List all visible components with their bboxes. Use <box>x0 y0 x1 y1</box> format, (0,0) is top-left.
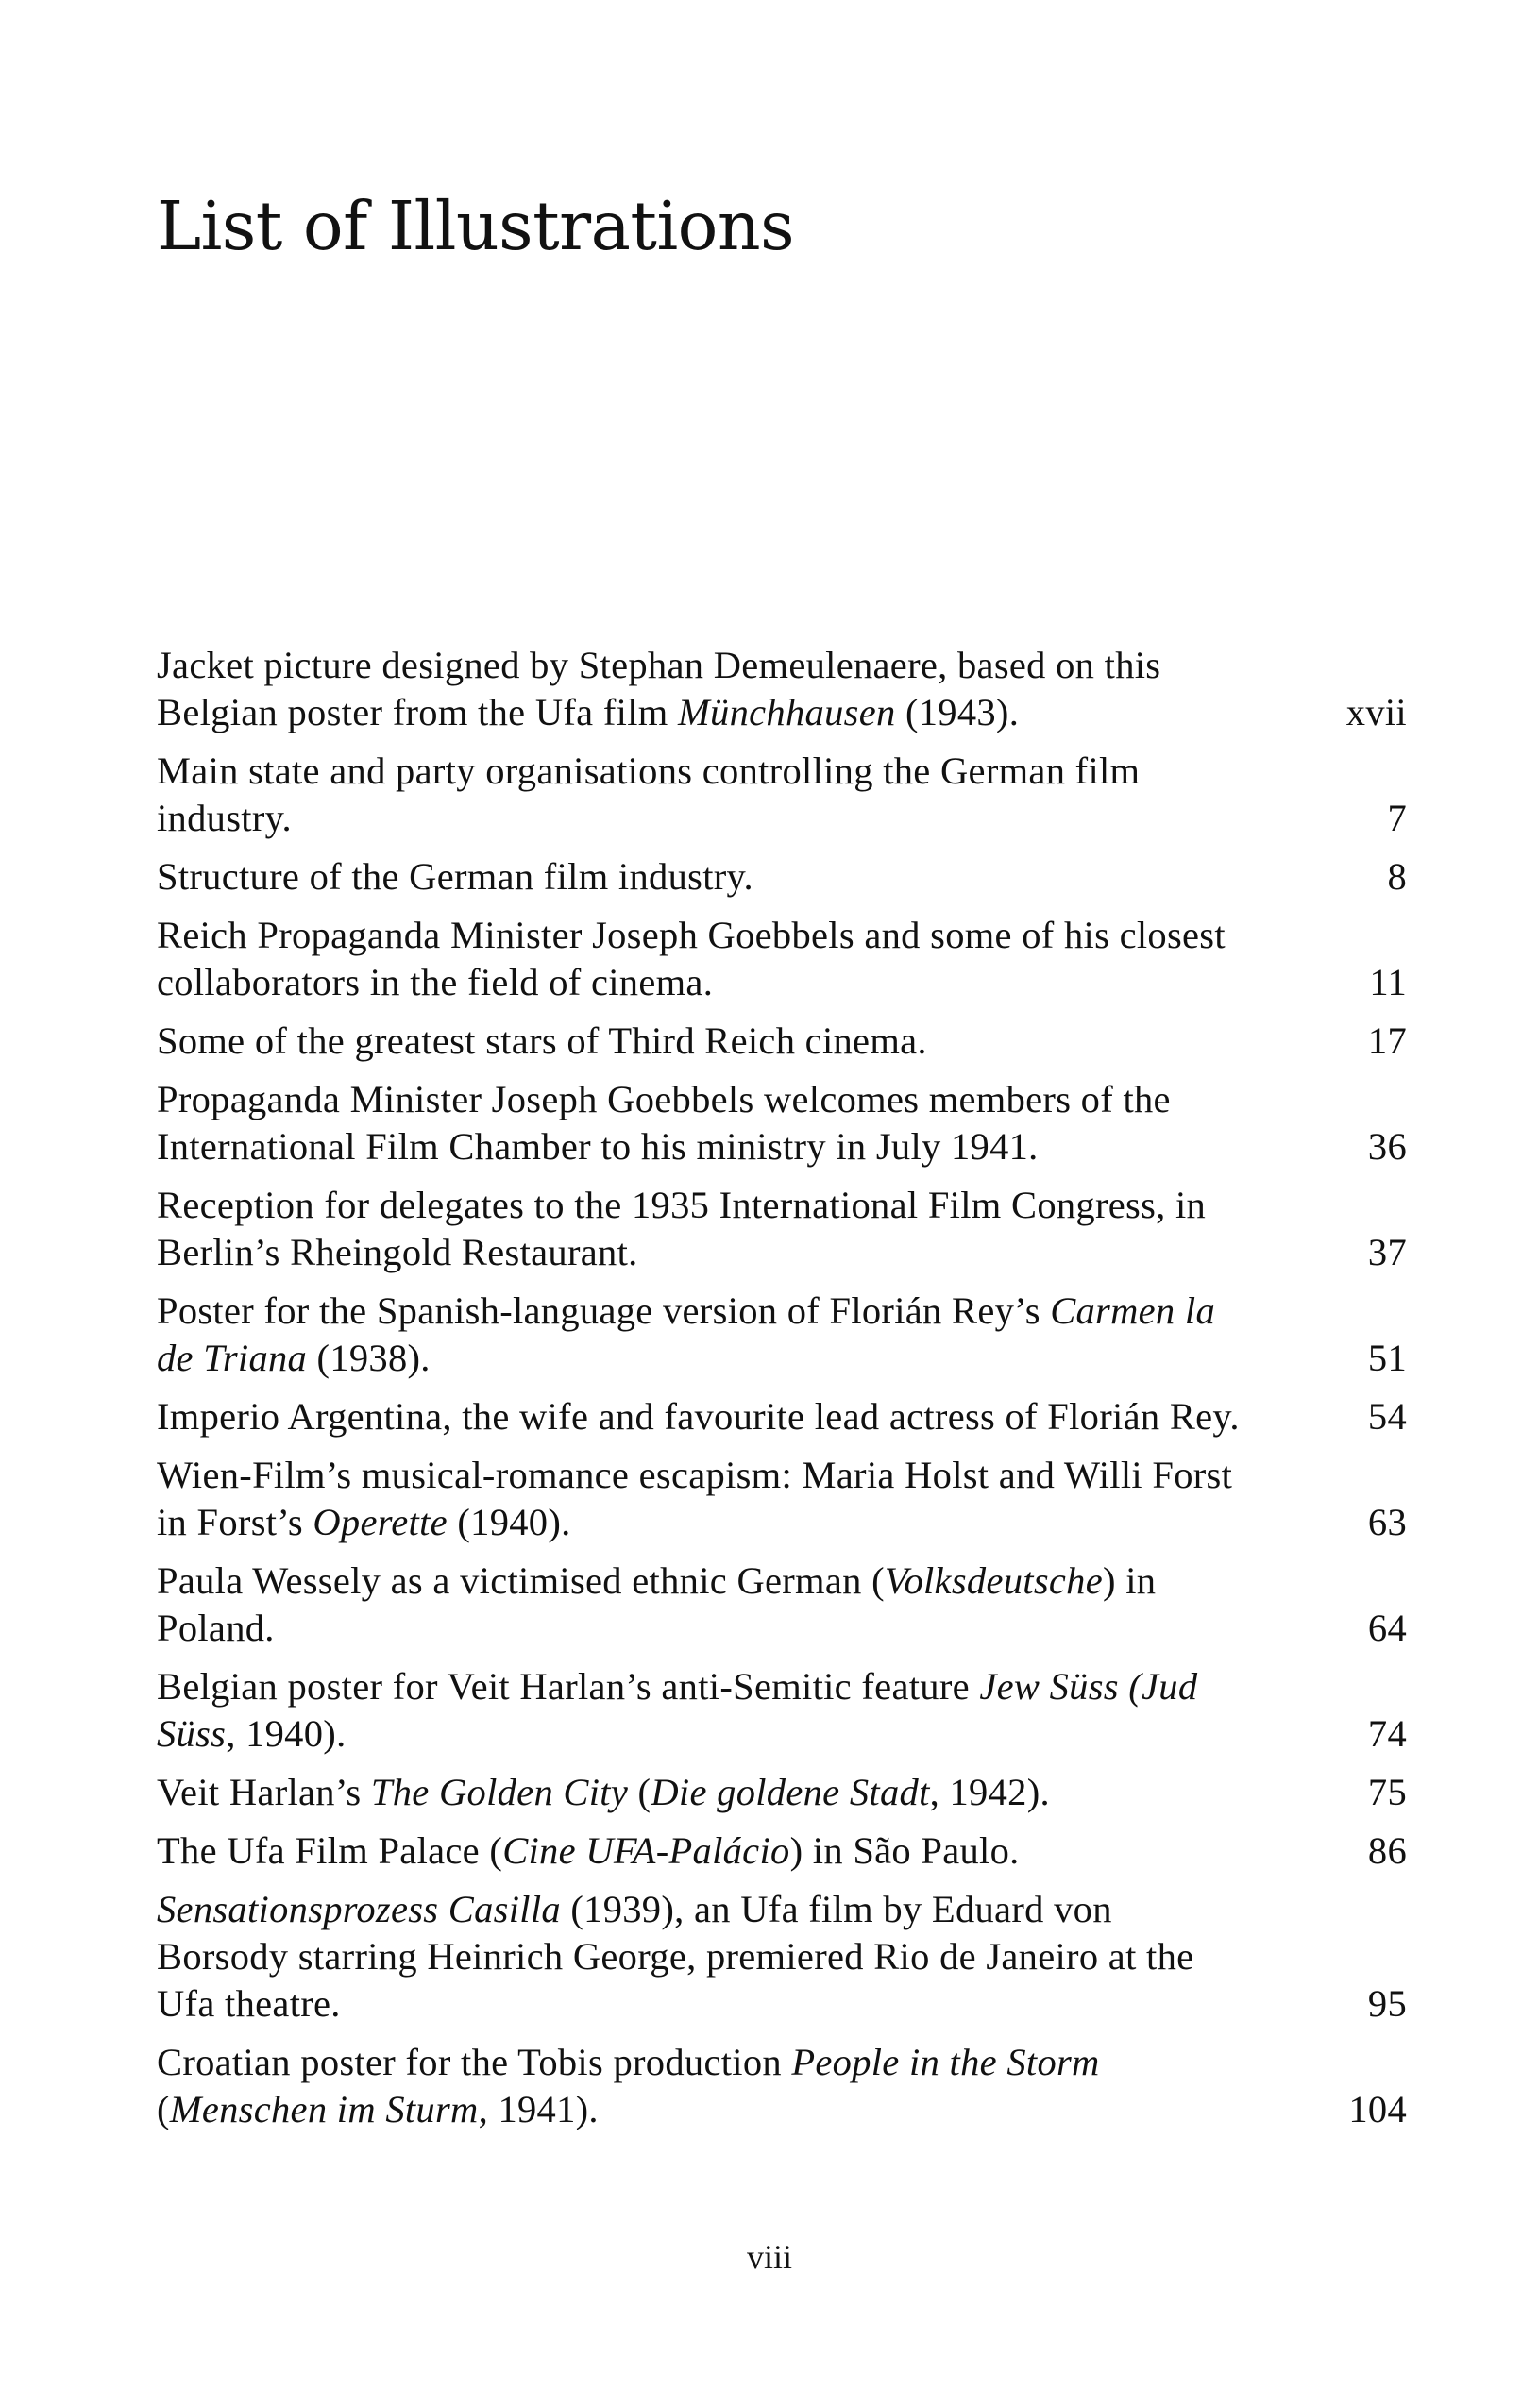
entry-caption <box>157 1452 1244 1546</box>
caption-segment: (1939), an Ufa film by Eduard von Borsody starring Heinrich George, premiered Rio de Janeiro at the Ufa theatre. <box>157 1888 1194 2025</box>
illustration-entry <box>157 1288 1407 1382</box>
illustrations-list <box>157 642 1407 2145</box>
illustration-entry <box>157 642 1407 736</box>
entry-caption <box>157 853 1244 901</box>
caption-segment: Reich Propaganda Minister Joseph Goebbels and some of his closest collaborators in the field of cinema. <box>157 914 1226 1003</box>
entry-page-number: 75 <box>1367 1771 1407 1813</box>
illustration-entry <box>157 1769 1407 1816</box>
illustration-entry <box>157 748 1407 842</box>
caption-segment: Jacket picture designed by Stephan Demeulenaere, based on this Belgian poster from the Ufa film <box>157 644 1161 733</box>
caption-italic-segment: Carmen la de Triana <box>157 1289 1216 1379</box>
illustration-entry <box>157 853 1407 901</box>
caption-italic-segment: Operette <box>313 1501 448 1543</box>
caption-segment: Veit Harlan’s <box>157 1771 371 1813</box>
caption-segment: ) in São Paulo. <box>789 1829 1020 1872</box>
illustration-entry <box>157 1886 1407 2028</box>
entry-caption <box>157 1288 1244 1382</box>
entry-page-number: 8 <box>1387 855 1407 898</box>
entry-caption <box>157 1393 1244 1440</box>
caption-segment: Imperio Argentina, the wife and favourite lead actress of Florián Rey. <box>157 1395 1240 1438</box>
illustration-entry <box>157 1452 1407 1546</box>
entry-caption <box>157 1769 1244 1816</box>
entry-page-number: 36 <box>1367 1125 1407 1168</box>
illustration-entry <box>157 1827 1407 1875</box>
caption-italic-segment: People in the Storm <box>791 2041 1100 2083</box>
entry-caption <box>157 1886 1244 2028</box>
illustration-entry <box>157 1663 1407 1758</box>
entry-page-number: 104 <box>1348 2088 1407 2130</box>
entry-caption <box>157 748 1244 842</box>
caption-segment: Reception for delegates to the 1935 International Film Congress, in Berlin’s Rheingold Restaurant. <box>157 1184 1207 1273</box>
caption-segment: Wien-Film’s musical-romance escapism: Maria Holst and Willi Forst in Forst’s <box>157 1454 1233 1543</box>
illustration-entry <box>157 2039 1407 2133</box>
illustration-entry <box>157 912 1407 1006</box>
caption-segment: , 1940). <box>226 1712 347 1755</box>
entry-caption <box>157 1558 1244 1652</box>
entry-caption <box>157 642 1244 736</box>
entry-caption <box>157 1182 1244 1276</box>
entry-caption <box>157 2039 1244 2133</box>
entry-page-number: 74 <box>1367 1712 1407 1755</box>
caption-italic-segment: Menschen im Sturm <box>169 2088 479 2130</box>
caption-italic-segment: Volksdeutsche <box>884 1559 1103 1602</box>
page-number: viii <box>746 2238 792 2276</box>
caption-segment: ( <box>157 2088 170 2130</box>
entry-page-number: xvii <box>1345 691 1407 733</box>
caption-segment: (1943). <box>895 691 1020 733</box>
caption-segment: Propaganda Minister Joseph Goebbels welcomes members of the International Film Chamber to his ministry in July 1941. <box>157 1078 1171 1168</box>
caption-segment: Croatian poster for the Tobis production <box>157 2041 792 2083</box>
illustration-entry <box>157 1393 1407 1440</box>
entry-page-number: 7 <box>1387 797 1407 839</box>
illustration-entry <box>157 1018 1407 1065</box>
caption-segment: , 1942). <box>929 1771 1050 1813</box>
caption-segment: ) in Poland. <box>157 1559 1157 1649</box>
entry-page-number: 86 <box>1367 1829 1407 1872</box>
caption-italic-segment: The Golden City <box>370 1771 629 1813</box>
entry-caption <box>157 1018 1244 1065</box>
caption-segment: (1940). <box>447 1501 571 1543</box>
caption-italic-segment: Cine UFA-Palácio <box>502 1829 790 1872</box>
entry-page-number: 95 <box>1367 1982 1407 2025</box>
entry-page-number: 11 <box>1369 961 1407 1003</box>
entry-page-number: 17 <box>1367 1019 1407 1062</box>
caption-segment: ( <box>628 1771 651 1813</box>
illustration-entry <box>157 1182 1407 1276</box>
caption-segment: Poster for the Spanish-language version of Florián Rey’s <box>157 1289 1051 1332</box>
entry-page-number: 63 <box>1367 1501 1407 1543</box>
entry-caption <box>157 1076 1244 1170</box>
entry-page-number: 64 <box>1367 1607 1407 1649</box>
caption-italic-segment: Jew Süss (Jud Süss <box>157 1665 1198 1755</box>
entry-caption <box>157 912 1244 1006</box>
entry-page-number: 54 <box>1367 1395 1407 1438</box>
illustration-entry <box>157 1076 1407 1170</box>
entry-page-number: 51 <box>1367 1337 1407 1379</box>
caption-segment: , 1941). <box>478 2088 599 2130</box>
caption-segment: Paula Wessely as a victimised ethnic German ( <box>157 1559 885 1602</box>
caption-segment: (1938). <box>307 1337 431 1379</box>
entry-caption <box>157 1663 1244 1758</box>
illustration-entry <box>157 1558 1407 1652</box>
caption-italic-segment: Die goldene Stadt <box>651 1771 930 1813</box>
caption-italic-segment: Sensationsprozess Casilla <box>157 1888 561 1930</box>
caption-segment: Structure of the German film industry. <box>157 855 753 898</box>
entry-page-number: 37 <box>1367 1231 1407 1273</box>
caption-segment: Belgian poster for Veit Harlan’s anti-Semitic feature <box>157 1665 980 1708</box>
caption-segment: The Ufa Film Palace ( <box>157 1829 503 1872</box>
entry-caption <box>157 1827 1244 1875</box>
caption-italic-segment: Münchhausen <box>678 691 896 733</box>
caption-segment: Main state and party organisations controlling the German film industry. <box>157 749 1141 839</box>
page-title: List of Illustrations <box>157 187 795 265</box>
caption-segment: Some of the greatest stars of Third Reich cinema. <box>157 1019 927 1062</box>
